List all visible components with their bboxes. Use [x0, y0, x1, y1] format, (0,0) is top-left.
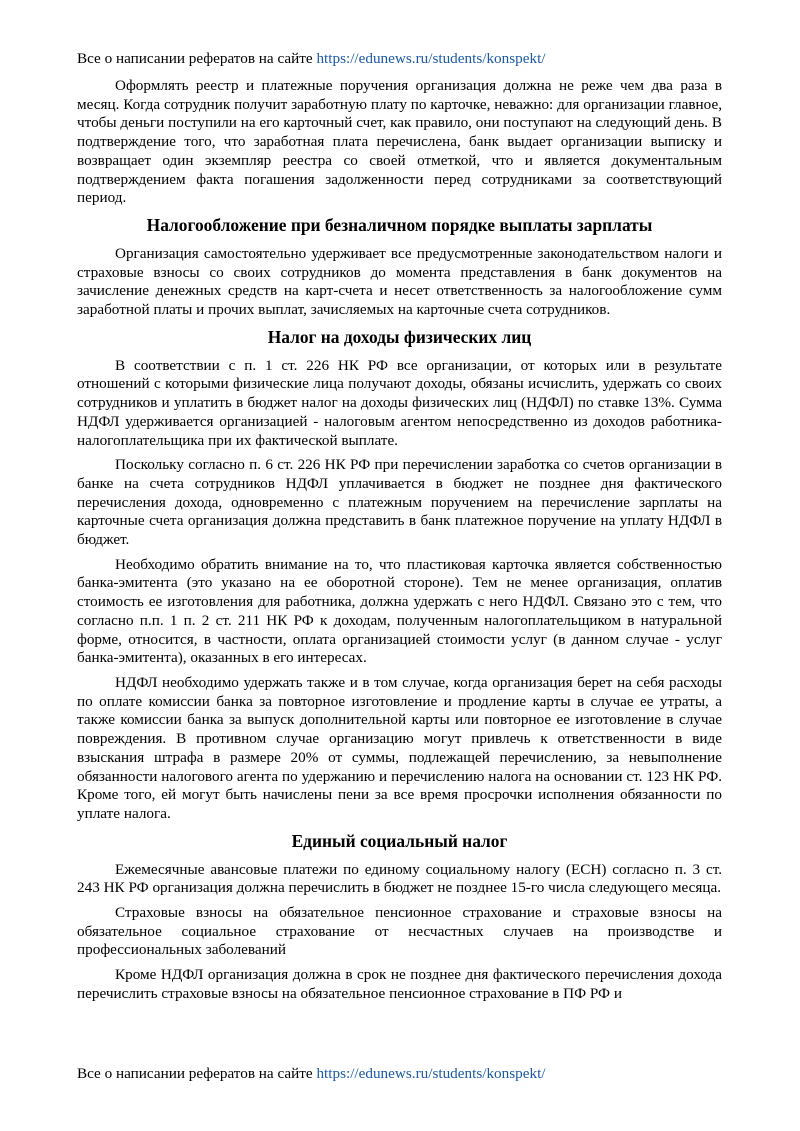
- paragraph: НДФЛ необходимо удержать также и в том случае, когда организация берет на себя расходы по оплате комиссии банка за повторное изготовление и продление карты в случае ее утраты, а также комиссии банка за выпуск дополнительной карты или повторное ее изготовление в случае повреждения. В противном случае организацию могут привлечь к ответственности в виде взыскания штрафа в размере 20% от суммы, подлежащей перечислению, за невыполнение обязанности налогового агента по удержанию и перечислению налога на основании ст. 123 НК РФ. Кроме того, ей могут быть начислены пени за все время просрочки исполнения обязанности по уплате налога.: [77, 673, 722, 822]
- paragraph: В соответствии с п. 1 ст. 226 НК РФ все организации, от которых или в результате отношений с которыми физические лица получают доходы, обязаны исчислить, удержать со своих сотрудников и уплатить в бюджет налог на доходы физических лиц (НДФЛ) по ставке 13%. Сумма НДФЛ удерживается организацией - налоговым агентом непосредственно из доходов работника-налогоплательщика при их фактической выплате.: [77, 356, 722, 449]
- header-text: Все о написании рефератов на сайте: [77, 50, 317, 67]
- section-heading: Налогообложение при безналичном порядке выплаты зарплаты: [146, 214, 653, 235]
- paragraph: Страховые взносы на обязательное пенсионное страхование и страховые взносы на обязательное социальное страхование от несчастных случаев на производстве и профессиональных заболеваний: [77, 904, 722, 959]
- section-heading: Единый социальный налог: [291, 830, 508, 851]
- paragraph: Оформлять реестр и платежные поручения организация должна не реже чем два раза в месяц. Когда сотрудник получит заработную плату по карточке, неважно: для организации главное, чтобы деньги поступили на его карточный счет, как правило, они поступают на следующий день. В подтверждение того, что заработная плата перечислена, банк выдает организации выписку и возвращает один экземпляр реестра со своей отметкой, что и является документальным подтверждением факта погашения задолженности перед сотрудниками за соответствующий период.: [77, 77, 722, 207]
- page-header: [77, 49, 546, 68]
- paragraph: Ежемесячные авансовые платежи по единому социальному налогу (ЕСН) согласно п. 3 ст. 243 НК РФ организация должна перечислить в бюджет не позднее 15-го числа следующего месяца.: [77, 860, 722, 897]
- paragraph: Необходимо обратить внимание на то, что пластиковая карточка является собственностью банка-эмитента (это указано на ее оборотной стороне). Тем не менее организация, оплатив стоимость ее изготовления для работника, должна удержать с него НДФЛ. Связано это с тем, что согласно п.п. 1 п. 2 ст. 211 НК РФ к доходам, полученным налогоплательщиком в натуральной форме, относится, в частности, оплата организацией стоимости услуг (в данном случае - услуг банка-эмитента), оказанных в его интересах.: [77, 555, 722, 667]
- paragraph: Поскольку согласно п. 6 ст. 226 НК РФ при перечислении заработка со счетов организации в банке на счета сотрудников НДФЛ уплачивается в бюджет не позднее дня фактического перечисления дохода, одновременно с платежным поручением на перечисление зарплаты на карточные счета организация должна представить в банк платежное поручение на уплату НДФЛ в бюджет.: [77, 456, 722, 549]
- footer-text: Все о написании рефератов на сайте: [77, 1065, 317, 1082]
- paragraph: Организация самостоятельно удерживает все предусмотренные законодательством налоги и страховые взносы со своих сотрудников до момента представления в банк документов на зачисление денежных средств на карт-счета и несет ответственность за налогообложение сумм заработной платы и прочих выплат, зачисляемых на карточные счета сотрудников.: [77, 244, 722, 319]
- document-body: [77, 77, 722, 1010]
- header-link[interactable]: https://edunews.ru/students/konspekt/: [316, 50, 546, 67]
- page-footer: [77, 1064, 546, 1083]
- footer-link[interactable]: https://edunews.ru/students/konspekt/: [316, 1065, 546, 1082]
- paragraph: Кроме НДФЛ организация должна в срок не позднее дня фактического перечисления дохода перечислить страховые взносы на обязательное пенсионное страхование в ПФ РФ и: [77, 966, 722, 1002]
- section-heading: Налог на доходы физических лиц: [267, 326, 532, 347]
